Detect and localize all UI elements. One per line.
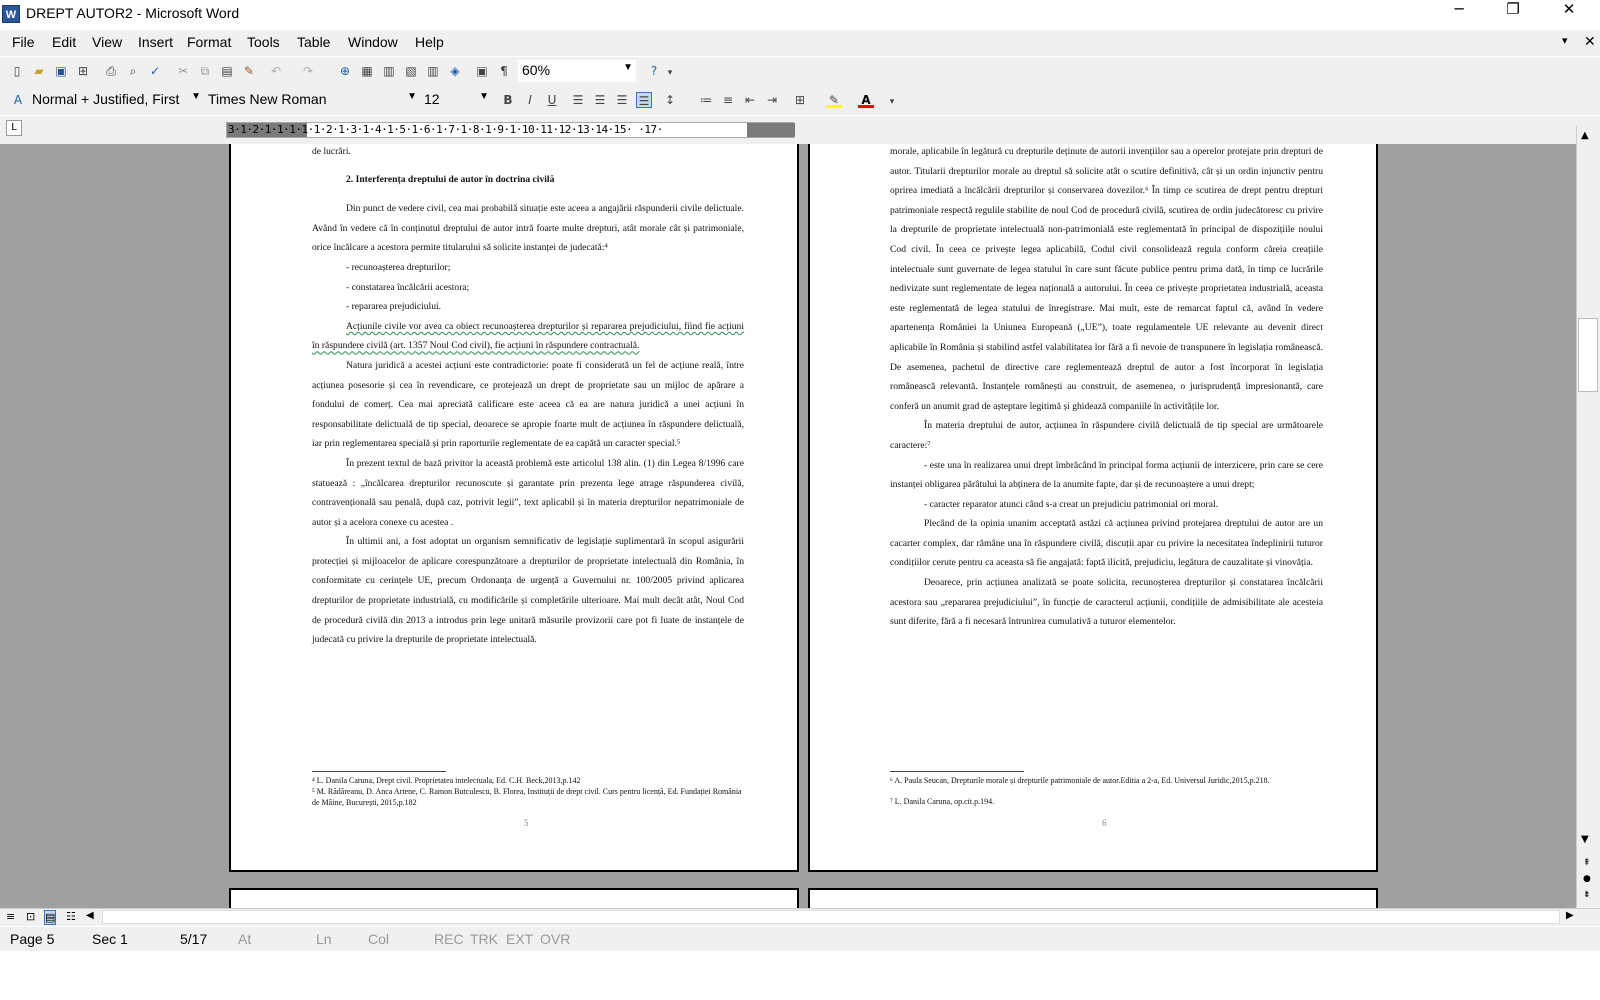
vertical-scroll-thumb[interactable] [1578,318,1598,392]
style-value: Normal + Justified, First [32,91,180,107]
previous-page-icon[interactable]: ⇞ [1583,858,1591,868]
footnote: ⁶ A. Paula Seucan, Drepturile morale și drepturile patrimoniale de autor.Editia a 2-a, Ed. Universul Juridic,2015,p.218. [890,776,1270,785]
status-rec[interactable]: REC [434,931,464,947]
menu-help[interactable]: Help [415,34,444,50]
print-preview-icon[interactable]: ⌕ [129,64,137,78]
title-bar [0,0,1600,28]
section-heading: 2. Interferența dreptului de autor în doctrina civilă [346,173,555,185]
footnote-separator [312,771,446,772]
grammar-flagged-text: Acțiunile civile vor avea ca obiect recunoașterea drepturilor și repararea prejudiciului, fiind fie acțiuni în răspundere civilă (art. 1357 Noul Cod civil), fie acțiuni în răspundere contractuală. [312,320,744,352]
redo-icon[interactable]: ↷ [302,64,314,78]
permission-icon[interactable]: ⊞ [77,64,89,78]
page-5[interactable] [229,144,799,872]
align-left-icon[interactable]: ☰ [572,93,584,107]
page-6-body[interactable] [890,144,1323,632]
insert-excel-icon[interactable]: ▧ [405,64,417,78]
status-section: Sec 1 [92,931,128,947]
cut-icon[interactable]: ✂ [177,64,189,78]
help-icon[interactable]: ? [650,64,658,78]
print-layout-icon[interactable]: ▤ [45,911,56,924]
justify-icon[interactable]: ☰ [636,92,652,108]
zoom-value: 60% [522,62,551,78]
chevron-down-icon[interactable]: ▼ [479,91,489,102]
format-painter-icon[interactable]: ✎ [243,64,255,78]
paragraph: Deoarece, prin acțiunea analizată se poate solicita, recunoșterea drepturilor și constatarea încălcării acestora sau „repararea prejudiciului”, în funcție de caracterul acțiunii, condițiile de admisibilitate ale acesteia sunt diferite, fără a fi necesară întrunirea cumulativă a tuturor elementelor. [890,577,1323,628]
tab-selector-icon[interactable]: L [6,120,22,136]
status-page[interactable]: Page 5 [10,931,55,947]
help-dropdown-arrow[interactable]: ▾ [1562,35,1568,47]
font-combo[interactable] [204,89,420,111]
outline-view-icon[interactable]: ☷ [66,910,76,923]
menu-insert[interactable]: Insert [138,34,174,50]
toolbar-options-icon[interactable]: ▾ [889,97,895,107]
document-workspace [0,144,1576,908]
minimize-button[interactable]: ─ [1454,0,1464,18]
chevron-down-icon[interactable]: ▼ [407,91,417,102]
bullets-icon[interactable]: ≡ [722,93,734,107]
formatting-toolbar [0,86,1600,115]
toolbar-options-icon[interactable]: ▾ [667,68,673,78]
scroll-up-icon[interactable]: ▲ [1581,130,1589,141]
menu-format[interactable]: Format [187,34,232,50]
paragraph: Plecând de la opinia unanim acceptată astăzi că acțiunea privind protejarea dreptului de autor are un cacarter complex, dar rămâne una în răspundere civilă, discuții apar cu privire la necesitatea îndeplinirii tuturor condițiilor cerute pentru ca aceasta să fie angajată: faptă ilicită, prejudiciu, legătura de cauzalitate și vinovăția. [890,518,1323,569]
insert-table-icon[interactable]: ▥ [383,64,395,78]
page-5-body[interactable] [312,144,744,650]
menu-tools[interactable]: Tools [247,34,280,50]
bullet-item: - constatarea încălcării acestora; [346,281,470,293]
close-button[interactable]: ✕ [1562,0,1576,18]
font-size-combo[interactable] [420,89,492,111]
line-spacing-icon[interactable]: ↕ [664,93,676,107]
bullet-item: - repararea prejudiciului. [346,301,442,313]
columns-icon[interactable]: ▥ [427,64,439,78]
page-7[interactable] [229,888,799,908]
borders-icon[interactable]: ⊞ [794,93,806,107]
status-column: Col [368,931,390,947]
bullet-item: - caracter reparator atunci când s-a creat un prejudiciu patrimonial ori moral. [924,498,1219,510]
highlight-icon[interactable]: ✎ [826,92,842,108]
word-app-icon[interactable]: W [2,5,20,23]
copy-icon[interactable]: ⧉ [200,64,210,78]
decrease-indent-icon[interactable]: ⇤ [744,93,756,107]
restore-button[interactable]: ❐ [1506,0,1520,18]
next-page-icon[interactable]: ⇟ [1583,890,1591,900]
close-document-button[interactable]: ✕ [1584,33,1596,49]
status-at: At [238,931,252,947]
show-hide-icon[interactable]: ¶ [500,64,508,78]
horizontal-scroll-thumb[interactable] [102,910,1560,924]
paragraph: Natura juridică a acestei acțiuni este contradictorie: poate fi considerată un fel de acțiune reală, între acțiunea posesorie și cea în revendicare, ce protejează un drept de proprietate sau un mijloc de apărare a fondului de comerț. Cea mai apreciată calificare este aceea că ea are natura juridică a unei acțiuni în responsabilitate delictuală de tip special, deoarece se apropie foarte mult de acțiunea în răspundere delictuală, iar prin reglementarea specială și prin raporturile reglementate de ea capătă un caracter special.⁵ [312,359,744,450]
scroll-left-icon[interactable]: ◀ [86,910,94,921]
paragraph [312,317,744,356]
footnote: ⁷ L. Danila Caruna, op.cit.p.194. [890,797,995,806]
footnote: ⁵ M. Rădăreanu, D. Anca Artene, C. Ramon Butculescu, B. Florea, Instituții de drept civil. Curs pentru licență, Ed. Fundației România de Mâine, București, 2015,p.182 [312,787,742,807]
select-browse-object-icon[interactable]: ● [1583,874,1591,884]
numbering-icon[interactable]: ≔ [700,93,712,107]
page-8[interactable] [808,888,1378,908]
style-combo[interactable] [28,89,204,111]
ruler-scale: 3·1·2·1·1·1·1·1·2·1·3·1·4·1·5·1·6·1·7·1·8·1·9·1·10·11·12·13·14·15· ·17· [228,123,663,136]
increase-indent-icon[interactable]: ⇥ [766,93,778,107]
status-line: Ln [316,931,332,947]
drawing-icon[interactable]: ◈ [450,64,460,78]
new-document-icon[interactable]: ▯ [13,64,21,78]
font-color-icon[interactable]: A [858,92,874,108]
spelling-icon[interactable]: ✓ [149,64,161,78]
zoom-combo[interactable] [518,60,636,82]
open-icon[interactable]: ▰ [34,64,44,78]
bold-icon[interactable]: B [503,93,513,107]
menu-table[interactable]: Table [297,34,331,50]
menu-window[interactable]: Window [348,34,398,50]
status-ext[interactable]: EXT [506,931,534,947]
paste-icon[interactable]: ▤ [221,64,233,78]
paragraph: Din punct de vedere civil, cea mai probabilă situație este aceea a angajării răspunderii civile delictuale. Având în vedere că în conținutul dreptului de autor intră foarte multe drepturi, atât morale cât și patrimoniale, orice încălcare a acestora permite titularului să solicite instanței de judecată:⁴ [312,203,744,254]
paragraph: În ultimii ani, a fost adoptat un organism semnificativ de legislație suplimentară în scopul asigurării protecției și mijloacelor de aplicare corespunzătoare a drepturilor de proprietate intelectuală din România, în conformitate cu cerințele UE, precum Ordonanța de urgență a Guvernului nr. 100/2005 privind aplicarea drepturilor de proprietate industrială, cu modificările și completările ulterioare. Mai mult decât atât, Noul Cod de procedură civilă din 2013 a introdus prin lege unitară măsurile provizorii care pot fi luate de instanțele de judecată cu privire la drepturile de proprietate intelectuală. [312,536,744,646]
scroll-down-icon[interactable]: ▼ [1581,834,1589,845]
menu-edit[interactable]: Edit [52,34,77,50]
footnote: ⁴ L. Danila Caruna, Drept civil. Proprietatea intelectuala, Ed. C.H. Beck,2013,p.142 [312,776,581,785]
status-trk[interactable]: TRK [470,931,498,947]
styles-formatting-icon[interactable]: A [13,93,23,107]
hyperlink-icon[interactable]: ⊕ [339,64,351,78]
standard-toolbar [0,57,1600,86]
undo-icon[interactable]: ↶ [270,64,282,78]
bullet-item: - recunoașterea drepturilor; [346,261,451,273]
tables-borders-icon[interactable]: ▦ [361,64,373,78]
scroll-right-icon[interactable]: ▶ [1566,910,1574,921]
paragraph: de lucrări. [312,146,351,157]
normal-view-icon[interactable]: ≡ [6,910,16,923]
bullet-item: - este una în realizarea unui drept îmbrăcând în principal forma acțiunii de interzicere, prin care se cere instanței obligarea părâtului la abținera de la anumite fapte, dar și de recunoaștere a unui drept; [890,459,1323,491]
align-center-icon[interactable]: ☰ [594,93,606,107]
page-6[interactable] [808,144,1378,872]
paragraph: În prezent textul de bază privitor la această problemă este articolul 138 alin. (1) din Legea 8/1996 care statuează : „încălcarea drepturilor recunoscute și garantate prin prezenta lege atrage răspunderea civilă, contravențională sau penală, după caz, potrivit legii”, text aplicabil și în materia drepturilor nepatrimoniale de autor și a acelora conexe cu acestea . [312,457,744,528]
menu-view[interactable]: View [92,34,123,50]
underline-icon[interactable]: U [547,93,557,107]
web-layout-icon[interactable]: ⊡ [26,910,36,923]
window-title: DREPT AUTOR2 - Microsoft Word [26,5,240,21]
page-number: 5 [524,818,529,828]
page-number: 6 [1102,818,1107,828]
chevron-down-icon[interactable]: ▼ [623,62,633,73]
vertical-scrollbar[interactable] [1576,126,1600,908]
paragraph: În materia dreptului de autor, acțiunea în răspundere civilă delictuală de tip special are următoarele caractere:⁷ [890,420,1323,451]
paragraph: morale, aplicabile în legătură cu drepturile deținute de autorii invențiilor sau a operelor protejate prin drepturi de autor. Titularii drepturilor morale au dreptul să solicite atât o scutire definitivă, cât și un ordin injunctiv pentru oprirea imediată a încălcării drepturilor și conservarea dovezilor.⁶ În timp ce scutirea de drept pentru drepturi patrimoniale respectă regulile stabilite de noul Cod de procedură civilă, scutirea de ordin judecătoresc cu privire la drepturile de proprietate intelectuală non-patrimonială este reglementată în principal de dispozițiile noului Cod civil. În ceea ce privește legea aplicabilă, Codul civil consolidează regula conform căreia creațiile intelectuale sunt guvernate de legea statului în care sunt făcute publice pentru prima dată, în timp ce lucrările nedivizate sunt reglementate de legea națională a autorului. În ceea ce privește proprietatea industrială, aceasta este reglementată de legea statului de înregistrare. Mai mult, este de remarcat faptul că, având în vedere apartenența României la Uniunea Europeană („UE”), toate regulamentele UE relevante au devenit direct aplicabile în România și stabilind astfel valabilitatea lor fără a fi nevoie de transpunere în legislația românească. De asemenea, pachetul de directive care reglementează dreptul de autor a fost încorporat în legislația românească relevantă. Instanțele românești au construit, de asemenea, o jurisprudență impresionantă, care conferă un anumit grad de așteptare legitimă și ghidează companiile în activitățile lor. [890,146,1323,412]
font-size-value: 12 [424,91,440,107]
status-page-count: 5/17 [180,931,208,947]
menu-bar [0,30,1600,56]
menu-file[interactable]: File [12,34,35,50]
save-icon[interactable]: ▣ [55,64,67,78]
status-ovr[interactable]: OVR [540,931,571,947]
print-icon[interactable]: ⎙ [106,64,116,78]
status-bar [0,927,1600,951]
footnote-separator [890,771,1024,772]
italic-icon[interactable]: I [528,93,532,107]
align-right-icon[interactable]: ☰ [616,93,628,107]
font-value: Times New Roman [208,91,327,107]
document-map-icon[interactable]: ▣ [476,64,488,78]
chevron-down-icon[interactable]: ▼ [191,91,201,102]
